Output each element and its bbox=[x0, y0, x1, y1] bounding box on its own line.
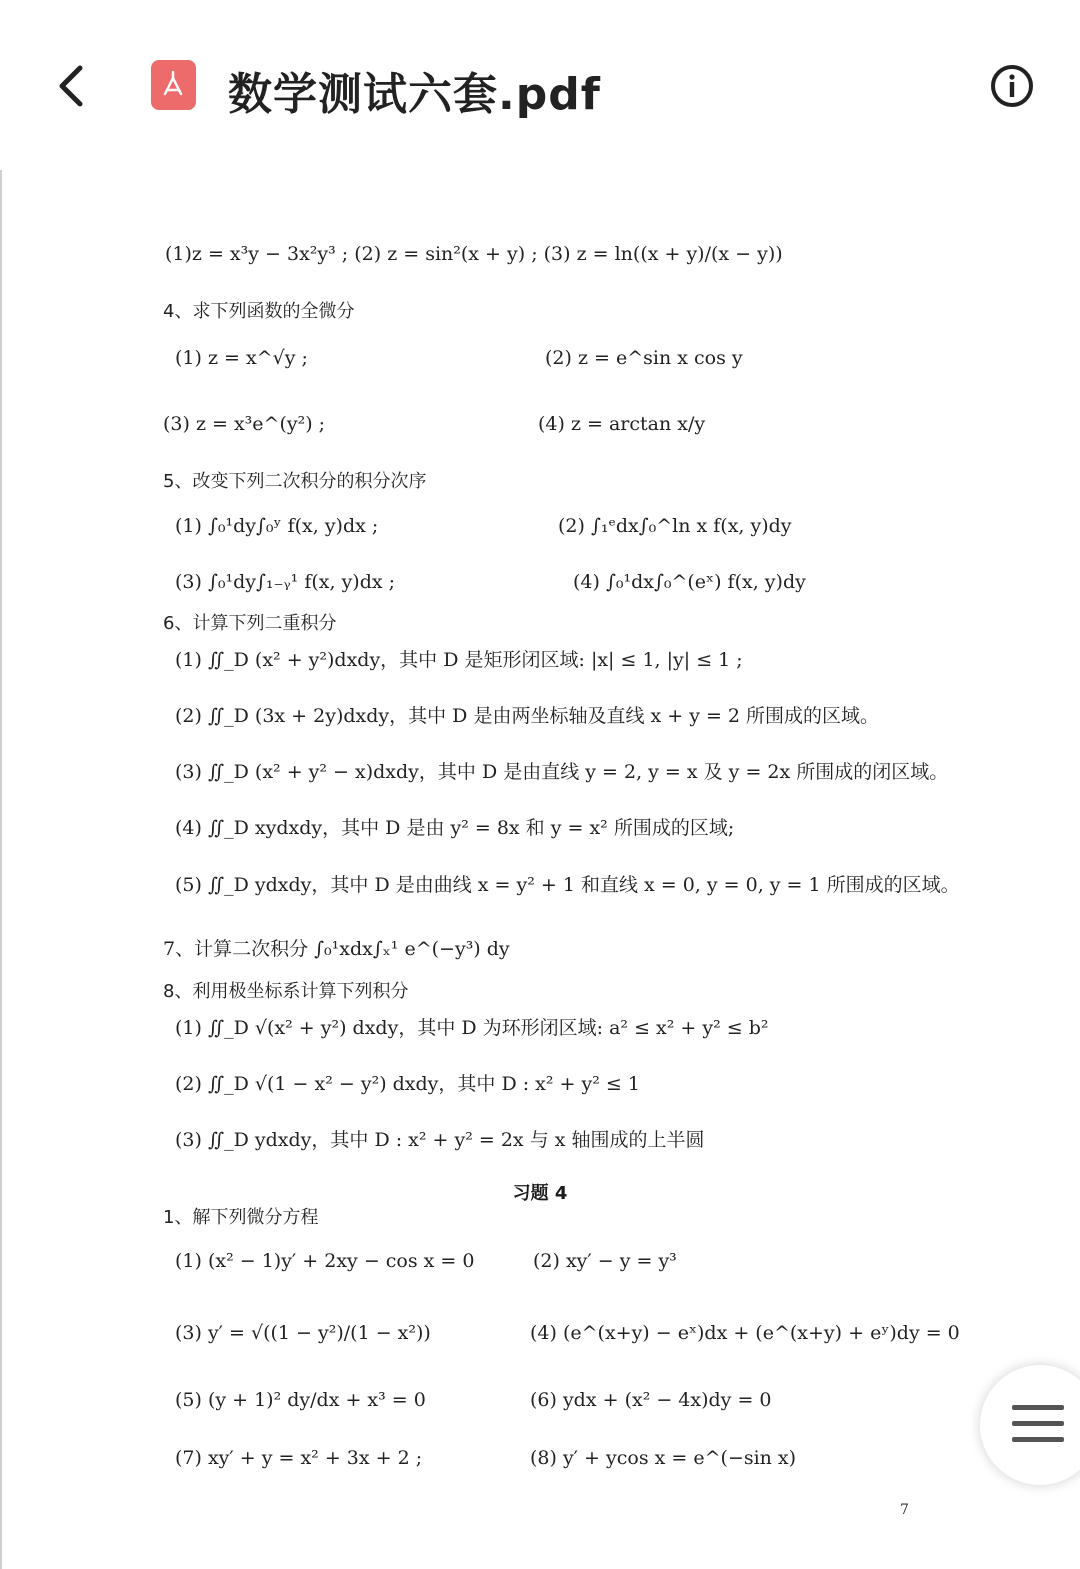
info-button[interactable] bbox=[990, 64, 1034, 108]
problem-line: (4) ∫₀¹dx∫₀^(eˣ) f(x, y)dy bbox=[573, 571, 806, 593]
problem-line: (3) ∫₀¹dy∫₁₋ᵧ¹ f(x, y)dx ; bbox=[175, 571, 396, 593]
section-heading: 6、计算下列二重积分 bbox=[163, 613, 337, 634]
section-heading: 5、改变下列二次积分的积分次序 bbox=[163, 471, 427, 492]
problem-line: (4) z = arctan x/y bbox=[538, 413, 706, 435]
problem-line: (3) ∬_D ydxdy，其中 D : x² + y² = 2x 与 x 轴围成的上半圆 bbox=[175, 1129, 705, 1151]
section-heading: 8、利用极坐标系计算下列积分 bbox=[163, 981, 409, 1002]
back-button[interactable] bbox=[52, 62, 92, 110]
problem-line: (2) ∫₁ᵉdx∫₀^ln x f(x, y)dy bbox=[558, 515, 792, 537]
problem-line: (5) ∬_D ydxdy，其中 D 是由曲线 x = y² + 1 和直线 x = 0, y = 0, y = 1 所围成的区域。 bbox=[175, 874, 960, 896]
problem-line: (1) (x² − 1)y′ + 2xy − cos x = 0 bbox=[175, 1250, 475, 1272]
pdf-file-icon bbox=[151, 60, 196, 110]
problem-line: 7、计算二次积分 ∫₀¹xdx∫ₓ¹ e^(−y³) dy bbox=[163, 938, 510, 960]
info-circle-icon bbox=[990, 64, 1034, 108]
problem-line: (2) z = e^sin x cos y bbox=[545, 347, 743, 369]
problem-line: (6) ydx + (x² − 4x)dy = 0 bbox=[530, 1389, 772, 1411]
problem-line: (2) ∬_D (3x + 2y)dxdy，其中 D 是由两坐标轴及直线 x + y = 2 所围成的区域。 bbox=[175, 705, 880, 727]
problem-line: (4) ∬_D xydxdy，其中 D 是由 y² = 8x 和 y = x² 所围成的区域; bbox=[175, 817, 735, 839]
problem-line: (4) (e^(x+y) − eˣ)dx + (e^(x+y) + eʸ)dy = 0 bbox=[530, 1322, 960, 1344]
problem-line: (1) ∬_D √(x² + y²) dxdy，其中 D 为环形闭区域: a² ≤ x² + y² ≤ b² bbox=[175, 1017, 769, 1039]
problem-line: (1) z = x^√y ; bbox=[175, 347, 308, 369]
problem-line: (5) (y + 1)² dy/dx + x³ = 0 bbox=[175, 1389, 426, 1411]
problem-line: (2) xy′ − y = y³ bbox=[533, 1250, 677, 1272]
problem-line: (1) ∬_D (x² + y²)dxdy，其中 D 是矩形闭区域: |x| ≤ 1, |y| ≤ 1 ; bbox=[175, 649, 743, 671]
problem-line: (3) ∬_D (x² + y² − x)dxdy，其中 D 是由直线 y = 2, y = x 及 y = 2x 所围成的闭区域。 bbox=[175, 761, 949, 783]
problem-line: (3) y′ = √((1 − y²)/(1 − x²)) bbox=[175, 1322, 431, 1344]
problem-line: (2) ∬_D √(1 − x² − y²) dxdy，其中 D : x² + y² ≤ 1 bbox=[175, 1073, 640, 1095]
problem-line: (1)z = x³y − 3x²y³ ; (2) z = sin²(x + y) ; (3) z = ln((x + y)/(x − y)) bbox=[165, 243, 783, 265]
section-heading: 1、解下列微分方程 bbox=[163, 1207, 319, 1228]
chevron-left-icon bbox=[52, 62, 92, 110]
top-bar bbox=[0, 0, 1080, 170]
document-title: 数学测试六套.pdf bbox=[228, 69, 601, 120]
problem-line: (7) xy′ + y = x² + 3x + 2 ; bbox=[175, 1447, 423, 1469]
problem-line: (8) y′ + ycos x = e^(−sin x) bbox=[530, 1447, 797, 1469]
exercise-title: 习题 4 bbox=[512, 1183, 568, 1204]
problem-line: (3) z = x³e^(y²) ; bbox=[163, 413, 326, 435]
problem-line: (1) ∫₀¹dy∫₀ʸ f(x, y)dx ; bbox=[175, 515, 379, 537]
page-number: 7 bbox=[900, 1502, 909, 1518]
pdf-page bbox=[0, 170, 1080, 1569]
section-heading: 4、求下列函数的全微分 bbox=[163, 301, 355, 322]
